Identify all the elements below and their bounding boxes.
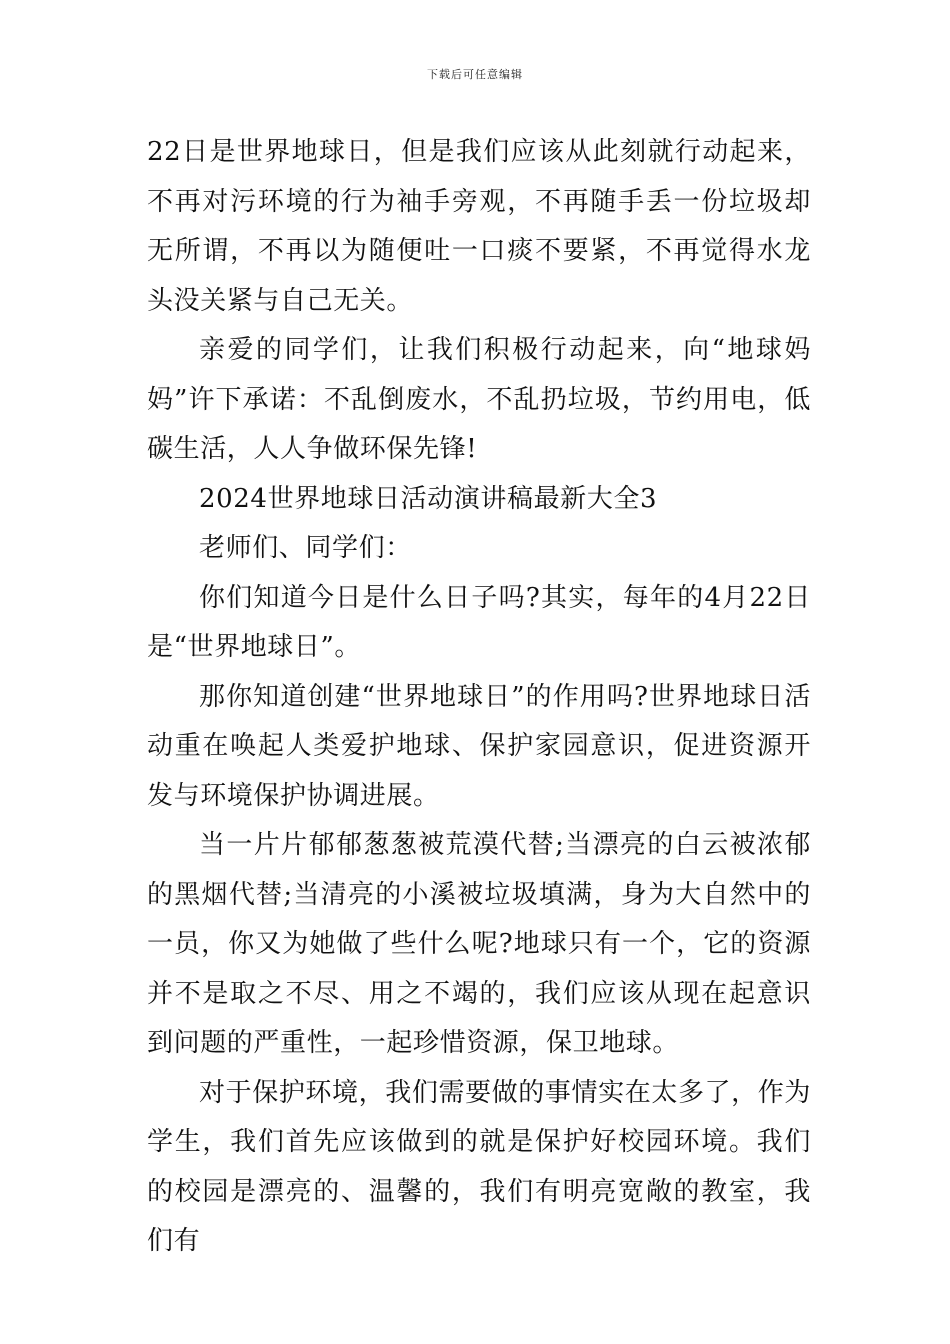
document-body — [147, 128, 811, 1267]
paragraph-6: 对于保护环境，我们需要做的事情实在太多了，作为学生，我们首先应该做到的就是保护好校园环境。我们的校园是漂亮的、温馨的，我们有明亮宽敞的教室，我们有 — [147, 1077, 811, 1256]
paragraph-2: 亲爱的同学们，让我们积极行动起来，向“地球妈妈”许下承诺：不乱倒废水，不乱扔垃圾，节约用电，低碳生活，人人争做环保先锋! — [147, 335, 811, 464]
salutation: 老师们、同学们： — [199, 533, 412, 563]
paragraph-1: 22日是世界地球日，但是我们应该从此刻就行动起来，不再对污环境的行为袖手旁观，不再随手丢一份垃圾却无所谓，不再以为随便吐一口痰不要紧，不再觉得水龙头没关紧与自己无关。 — [147, 137, 811, 316]
paragraph-5: 当一片片郁郁葱葱被荒漠代替;当漂亮的白云被浓郁的黑烟代替;当清亮的小溪被垃圾填满，身为大自然中的一员，你又为她做了些什么呢?地球只有一个，它的资源并不是取之不尽、用之不竭的，我们应该从现在起意识到问题的严重性，一起珍惜资源，保卫地球。 — [147, 830, 811, 1058]
header-note: 下载后可任意编辑 — [427, 68, 523, 81]
paragraph-4: 那你知道创建“世界地球日”的作用吗?世界地球日活动重在唤起人类爱护地球、保护家园意识，促进资源开发与环境保护协调进展。 — [147, 681, 811, 811]
section-title: 2024世界地球日活动演讲稿最新大全3 — [199, 483, 658, 514]
paragraph-3: 你们知道今日是什么日子吗?其实，每年的4月22日是“世界地球日”。 — [147, 582, 811, 662]
